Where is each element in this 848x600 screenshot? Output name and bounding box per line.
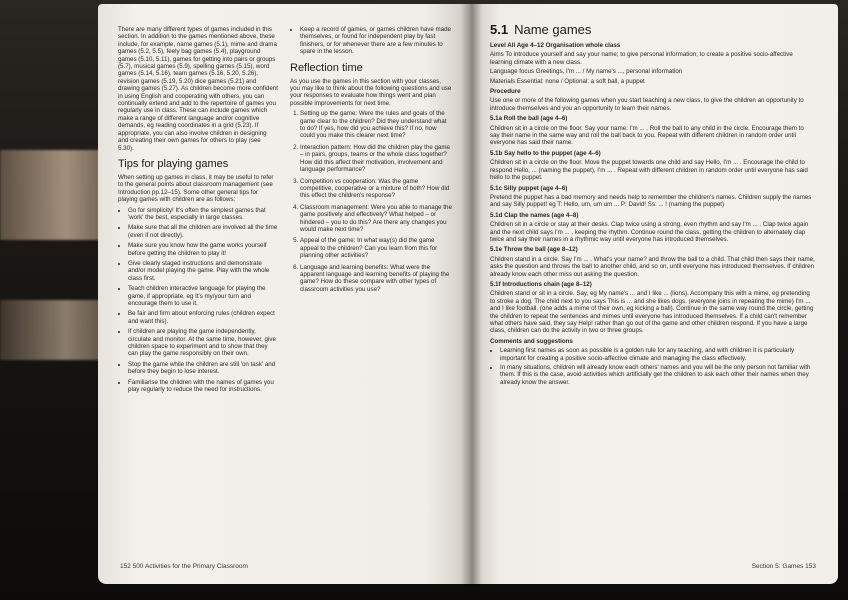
section-title bbox=[490, 22, 815, 38]
list-item: • Stop the game while the children are still 'on task' and before they begin to lose interest. bbox=[128, 361, 278, 376]
comments-heading: Comments and suggestions bbox=[490, 337, 573, 345]
tips-list bbox=[118, 207, 278, 394]
book-gutter bbox=[460, 4, 482, 586]
list-item: • Be fair and firm about enforcing rules (children expect and want this). bbox=[128, 310, 278, 325]
game-text: Pretend the puppet has a bad memory and needs help to remember the children's names. Children supply the names and say Silly puppet! eg T: Hello, um, um um ... P: David! Ss: ... ! (naming the puppet) bbox=[490, 193, 812, 209]
right-page bbox=[470, 4, 838, 584]
reflection-intro: As you use the games in this section with your classes, you may like to think about the following questions and use your responses to evaluate how things went and plan possible improvements for next time. bbox=[290, 77, 452, 107]
list-item: • Go for simplicity! It's often the simplest games that 'work' the best, especially in large classes. bbox=[128, 207, 278, 222]
game-text: Children sit in a circle on the floor. Move the puppet towards one child and say Hello, I'm ... . Encourage the child to respond Hello, ... (naming the puppet), I'm ... . Repeat with different children in random order until everyone has said hello to the puppet. bbox=[490, 159, 808, 182]
game-title: 5.1f Introductions chain (age 8–12) bbox=[490, 280, 592, 288]
tips-list-continued bbox=[290, 26, 452, 56]
game-text: Children sit in a circle on the floor. Say your name: I'm ... . Roll the ball to any child in the circle. Encourage them to say their name in the same way and roll the ball back to you. Repeat with different children in random order until everyone has said their name. bbox=[490, 124, 804, 147]
game-title: 5.1c Silly puppet (age 4–6) bbox=[490, 184, 568, 192]
game-title: 5.1d Clap the names (age 4–8) bbox=[490, 211, 579, 219]
materials: Materials Essential: none / Optional: a soft ball, a puppet bbox=[490, 77, 645, 85]
list-item: 6. Language and learning benefits: What were the apparent language and learning benefits of playing the game? How do these compare with other types of classroom activities you use? bbox=[300, 264, 452, 294]
aims: Aims To introduce yourself and say your name; to give personal information; to create a positive socio-affective learning climate with a new class. bbox=[490, 51, 793, 66]
tips-intro: When setting up games in class, it may be useful to refer to the general points about classroom management (see Introduction pp.12–15). Some other general tips for playing games with children are as follows: bbox=[118, 173, 274, 204]
procedure-heading: Procedure bbox=[490, 88, 521, 96]
level-line: Level All Age 4–12 Organisation whole class bbox=[490, 42, 621, 49]
list-item: 5. Appeal of the game: In what way(s) did the game appeal to the children? Can you learn from this for planning other activities? bbox=[300, 237, 452, 259]
right-footer: Section 5: Games 153 bbox=[751, 563, 816, 570]
left-column-1 bbox=[118, 26, 278, 396]
game-text: Children sit in a circle or stay at their desks. Clap twice using a strong, even rhythm and say I'm ... . Clap twice again and the next child says I'm ... , keeping the rhythm. Continue round the class, getting the children to alternately clap twice and say their names in a rhythmic way until everyone has introduced themselves. bbox=[490, 221, 809, 243]
reflection-heading: Reflection time bbox=[290, 61, 363, 74]
game-title: 5.1b Say hello to the puppet (age 4–6) bbox=[490, 149, 601, 157]
language-focus: Language focus Greetings, I'm ... / My name's ..., personal information bbox=[490, 68, 683, 76]
tips-heading: Tips for playing games bbox=[118, 157, 229, 170]
intro-paragraph: There are many different types of games included in this section. In addition to the games mentioned above, these include, for example, name games (5.1), mime and drama games (5.2, 5.5), feely bag games (5.4), playground games (5.10, 5.11), games for getting into pairs or groups (5.7), musical games (5.9), spelling games (5.15), word games (5.14, 5.16), team games (5.16, 5.20, 5.26), revision games (5.19, 5.20) dice games (5.21) and drawing games (5.27). As children become more confident in using English and cooperating with others, you can continually extend and add to the repertoire of games you regularly use in class. These can include games which make a range of different language and/or cognitive demands, eg reading coordinates in a grid (5.23). If appropriate, you can also involve children in designing and creating their own games for others to play (see 5.30). bbox=[118, 26, 278, 152]
list-item: • If children are playing the game independently, circulate and monitor. At the same time, however, give children space to experiment and to show that they can play the game responsibly on their own. bbox=[128, 328, 278, 358]
list-item: • In many situations, children will already know each others' names and you will be the only person not familiar with them. If this is the case, avoid activities which artificially get the children to ask each other their names when they already know the answer. bbox=[500, 364, 815, 386]
background-highlight-lower bbox=[0, 300, 110, 360]
left-page bbox=[98, 4, 470, 584]
list-item: 1. Setting up the game: Were the rules and goals of the game clear to the children? Did they understand what to do? If yes, how did you achieve this? If no, how could you make this clearer next time? bbox=[300, 110, 452, 140]
open-book bbox=[98, 4, 836, 594]
list-item: • Learning first names as soon as possible is a golden rule for any teaching, and with children it is particularly important for creating a positive socio-affective climate and managing the class effectively. bbox=[500, 347, 815, 362]
game-text: Children stand or sit in a circle. Say, eg My name's ... and I like ... (lions). Accompany this with a mime, eg pretending to stroke a dog. The child next to you says This is ... and she likes dogs. (everyone joins in repeating the mime) I'm ... and I like football. (one adds a mime of their own, eg kicking a ball). Continue in the same way round the circle, getting the children to repeat the sentences and mimes until everyone has introduced themselves. If a child can't remember what others have said, they say Help! rather than go out of the game and other children respond. If you have a large class, children can do the activity in two or three groups. bbox=[490, 290, 814, 335]
list-item: • Keep a record of games, or games children have made themselves, or found for independent play by fast finishers, or for whenever there are a few minutes to spare in the lesson. bbox=[300, 26, 452, 56]
list-item: 3. Competition vs cooperation: Was the game competitive, cooperative or a mixture of both? How did this effect the children's response? bbox=[300, 178, 452, 200]
reflection-questions bbox=[290, 110, 452, 293]
list-item: • Make sure you know how the game works yourself before getting the children to play it! bbox=[128, 242, 278, 257]
game-text: Children stand in a circle. Say I'm ... . What's your name? and throw the ball to a child. That child then says their name, asks the question and throws the ball to another child, and so on, until everyone has introduced themselves. If children already know each other miss out asking the question. bbox=[490, 255, 815, 278]
game-title: 5.1e Throw the ball (age 8–12) bbox=[490, 246, 578, 254]
comments-list bbox=[490, 347, 815, 386]
right-column bbox=[490, 22, 815, 388]
background-highlight bbox=[0, 150, 110, 240]
list-item: • Teach children interactive language for playing the game, if appropriate, eg It's my/your turn and encourage them to use it. bbox=[128, 285, 278, 307]
list-item: • Give clearly staged instructions and demonstrate and/or model playing the game. Play with the whole class first. bbox=[128, 260, 278, 282]
game-title: 5.1a Roll the ball (age 4–6) bbox=[490, 115, 568, 123]
left-column-2 bbox=[290, 26, 452, 297]
section-number: 5.1 bbox=[490, 22, 509, 37]
list-item: 4. Classroom management: Were you able to manage the game positively and effectively? What helped – or hindered – you to do this? Are there any changes you would make next time? bbox=[300, 204, 452, 234]
section-name: Name games bbox=[514, 22, 592, 37]
list-item: • Familiarise the children with the names of games you play regularly to reduce the need for instructions. bbox=[128, 379, 278, 394]
left-footer: 152 500 Activities for the Primary Classroom bbox=[120, 563, 248, 570]
procedure-intro: Use one or more of the following games when you start teaching a new class, to give the children an opportunity to introduce themselves and you an opportunity to learn their names. bbox=[490, 97, 804, 112]
list-item: • Make sure that all the children are involved all the time (even if not directly). bbox=[128, 224, 278, 239]
list-item: 2. Interaction pattern: How did the children play the game – in pairs, groups, teams or the whole class together? How did this affect their motivation, involvement and language performance? bbox=[300, 144, 452, 174]
